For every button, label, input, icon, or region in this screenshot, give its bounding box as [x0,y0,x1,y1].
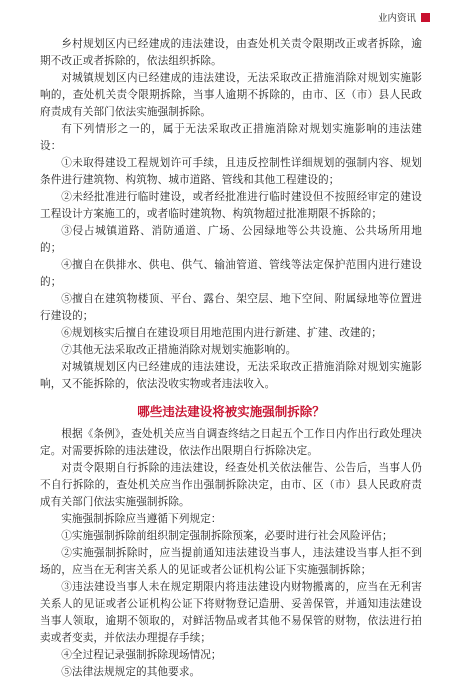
paragraph: 有下列情形之一的，属于无法采取改正措施消除对规划实施影响的违法建设： [40,123,422,152]
list-item: ③侵占城镇道路、消防通道、广场、公园绿地等公共设施、公共场所用地的； [40,225,422,254]
list-item: ⑦其他无法采取改正措施消除对规划实施影响的。 [61,344,297,356]
section-heading: 哪些违法建设将被实施强制拆除？ [137,404,325,419]
section-label: 业内资讯 [377,13,416,24]
red-square-icon [421,13,430,22]
list-item: ①未取得建设工程规划许可手续，且违反控制性详细规划的强制内容、规划条件进行建筑物、构筑物、城市道路、管线和其他工程建设的； [40,157,422,186]
list-item: ⑤擅自在建筑物楼顶、平台、露台、架空层、地下空间、附属绿地等位置进行建设的； [40,293,422,322]
list-item: ⑤法律法规规定的其他要求。 [61,666,201,678]
paragraph: 对城镇规划区内已经建成的违法建设，无法采取改正措施消除对规划实施影响的，查处机关责令限期拆除，当事人逾期不拆除的，由市、区（市）县人民政府责成有关部门依法实施强制拆除。 [40,72,422,118]
section-2 [40,426,422,681]
list-item: ②实施强制拆除时，应当提前通知违法建设当事人，违法建设当事人拒不到场的，应当在无利害关系人的见证或者公证机构公证下实施强制拆除； [40,547,422,576]
list-item: ④擅自在供排水、供电、供气、输油管道、管线等法定保护范围内进行建设的； [40,259,422,288]
paragraph: 乡村规划区内已经建成的违法建设，由查处机关责令限期改正或者拆除，逾期不改正或者拆除的，依法组织拆除。 [40,38,422,67]
list-item: ④全过程记录强制拆除现场情况； [61,649,222,661]
paragraph: 实施强制拆除应当遵循下列规定： [61,513,222,525]
paragraph: 对责令限期自行拆除的违法建设，经查处机关依法催告、公告后，当事人仍不自行拆除的，查处机关应当作出强制拆除决定，由市、区（市）县人民政府责成有关部门依法实施强制拆除。 [40,462,422,508]
list-item: ①实施强制拆除前组织制定强制拆除预案，必要时进行社会风险评估； [61,530,393,542]
article-body [40,36,422,681]
list-item: ⑥规划核实后擅自在建设项目用地范围内进行新建、扩建、改建的； [61,327,382,339]
section-1 [40,36,422,393]
paragraph: 根据《条例》，查处机关应当自调查终结之日起五个工作日内作出行政处理决定。对需要拆除的违法建设，依法作出限期自行拆除决定。 [40,428,422,457]
page-header [378,10,430,24]
paragraph: 对城镇规划区内已经建成的违法建设，无法采取改正措施消除对规划实施影响，又不能拆除的，依法没收实物或者违法收入。 [40,361,422,390]
list-item: ②未经批准进行临时建设，或者经批准进行临时建设但不按照经审定的建设工程设计方案施工的，或者临时建筑物、构筑物超过批准期限不拆除的； [40,191,422,220]
list-item: ③违法建设当事人未在规定期限内将违法建设内财物搬离的，应当在无利害关系人的见证或者公证机构公证下将财物登记造册、妥善保管，并通知违法建设当事人领取，逾期不领取的，对鲜活物品或者其他不易保管的财物，依法进行拍卖或者变卖，并依法办理提存手续； [40,581,422,644]
